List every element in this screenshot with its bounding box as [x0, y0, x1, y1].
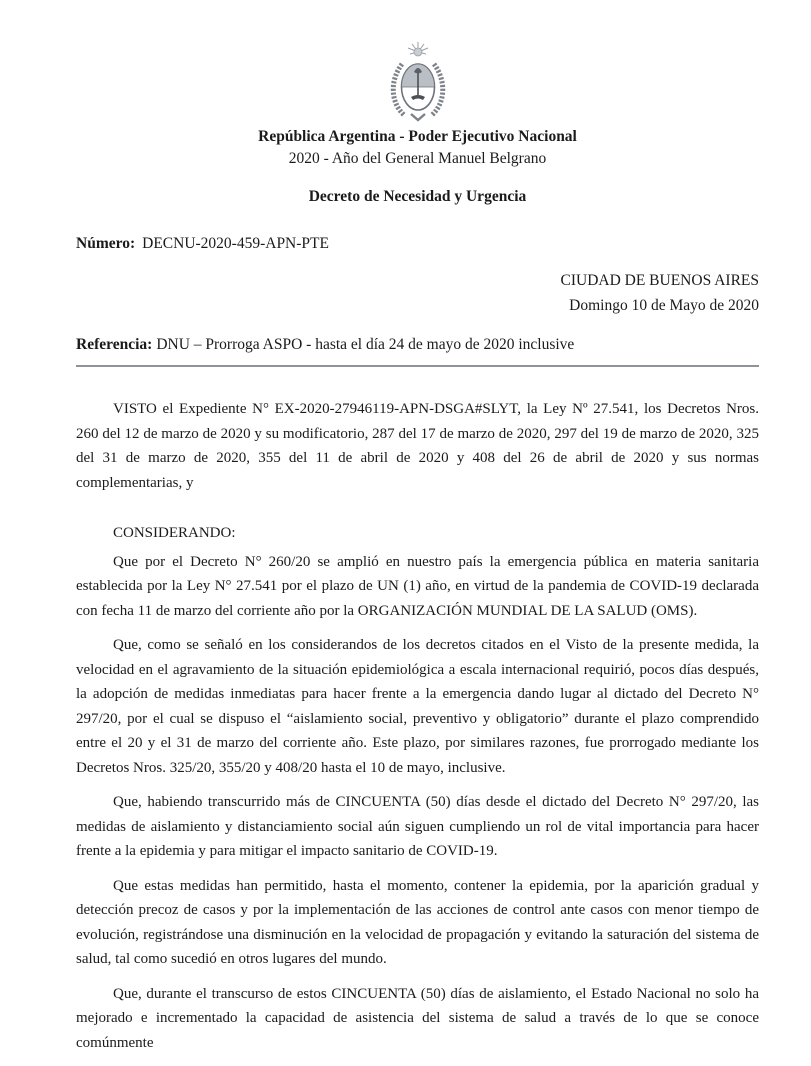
decree-body: [76, 397, 759, 1055]
reference-value: DNU – Prorroga ASPO - hasta el día 24 de mayo de 2020 inclusive: [156, 336, 575, 353]
considerando-heading: CONSIDERANDO:: [113, 525, 236, 541]
place-date-block: [76, 268, 759, 318]
header-republic-title: República Argentina - Poder Ejecutivo Nacional: [258, 128, 577, 145]
header-year-motto: 2020 - Año del General Manuel Belgrano: [288, 150, 547, 167]
visto-paragraph: VISTO el Expediente N° EX-2020-27946119-APN-DSGA#SLYT, la Ley Nº 27.541, los Decretos Nros. 260 del 12 de marzo de 2020 y su modificatorio, 287 del 17 de marzo de 2020, 297 del 19 de marzo de 2020, 325 del 31 de marzo de 2020, 355 del 11 de abril de 2020 y 408 del 26 de abril de 2020 y sus normas complementarias, y: [76, 401, 759, 491]
document-page: [0, 42, 811, 1066]
date-line: Domingo 10 de Mayo de 2020: [569, 297, 759, 314]
considerando-paragraph: Que estas medidas han permitido, hasta el momento, contener la epidemia, por la aparición gradual y detección precoz de casos y por la implementación de las acciones de control ante casos con menor tiempo de evolución, registrándose una disminución en la velocidad de propagación y evitando la saturación del sistema de salud, tal como sucedió en otros lugares del mundo.: [76, 877, 759, 967]
considerando-paragraph: Que, como se señaló en los considerandos de los decretos citados en el Visto de la presente medida, la velocidad en el agravamiento de la situación epidemiológica a escala internacional requirió, pocos días después, la adopción de medidas inmediatas para hacer frente a la emergencia dando lugar al dictado del Decreto N° 297/20, por el cual se dispuso el “aislamiento social, preventivo y obligatorio” durante el plazo comprendido entre el 20 y el 31 de marzo del corriente año. Este plazo, por similares razones, fue prorrogado mediante los Decretos Nros. 325/20, 355/20 y 408/20 hasta el 10 de mayo, inclusive.: [76, 637, 759, 776]
considerando-paragraph: Que, durante el transcurso de estos CINCUENTA (50) días de aislamiento, el Estado Nacional no solo ha mejorado e incrementado la capacidad de asistencia del sistema de salud a través de lo que se conoce comúnmente: [76, 985, 759, 1051]
reference-row: [76, 333, 759, 357]
argentina-coat-of-arms-icon: [387, 42, 449, 122]
header-divider: [76, 365, 759, 367]
considerando-paragraph: Que por el Decreto N° 260/20 se amplió en nuestro país la emergencia pública en materia sanitaria establecida por la Ley N° 27.541 por el plazo de UN (1) año, en virtud de la pandemia de COVID-19 declarada con fecha 11 de marzo del corriente año por la ORGANIZACIÓN MUNDIAL DE LA SALUD (OMS).: [76, 553, 759, 619]
document-type-title: Decreto de Necesidad y Urgencia: [308, 188, 527, 205]
reference-label: Referencia:: [76, 336, 153, 353]
decree-number-row: [76, 232, 759, 256]
decree-number-value: DECNU-2020-459-APN-PTE: [142, 235, 329, 252]
considerando-paragraph: Que, habiendo transcurrido más de CINCUENTA (50) días desde el dictado del Decreto N° 297/20, las medidas de aislamiento y distanciamiento social aún siguen cumpliendo un rol de vital importancia para hacer frente a la epidemia y para mitigar el impacto sanitario de COVID-19.: [76, 794, 759, 859]
city-line: CIUDAD DE BUENOS AIRES: [560, 272, 759, 289]
decree-number-label: Número:: [76, 235, 136, 252]
